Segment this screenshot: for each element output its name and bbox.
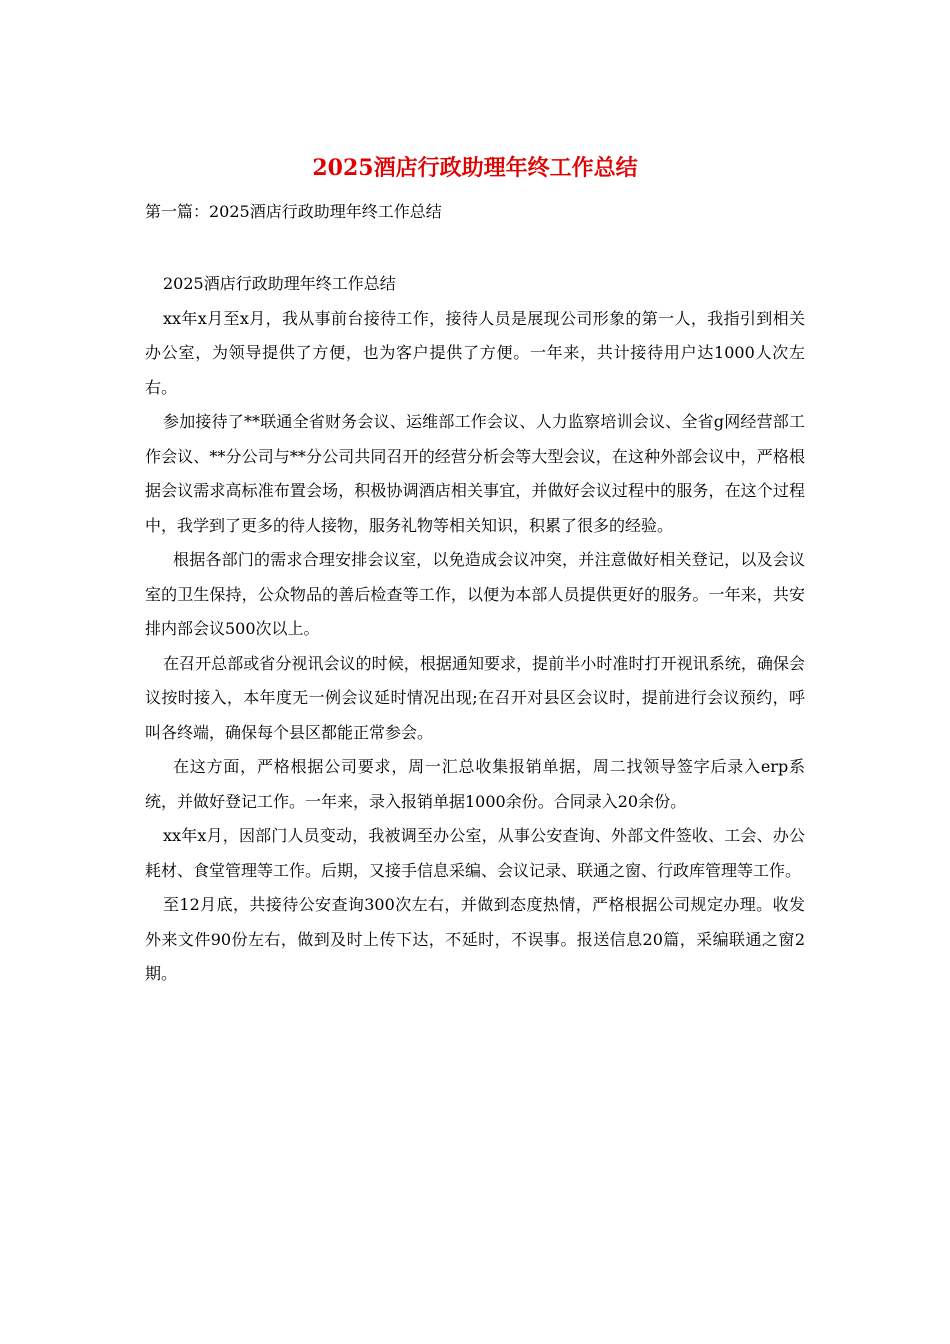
document-title: 2025酒店行政助理年终工作总结 (312, 155, 638, 181)
body-paragraph: xx年x月至x月，我从事前台接待工作，接待人员是展现公司形象的第一人，我指引到相关办公室，为领导提供了方便，也为客户提供了方便。一年来，共计接待用户达1000人次左右。 (145, 308, 805, 397)
document-subtitle: 第一篇：2025酒店行政助理年终工作总结 (145, 202, 442, 221)
document-body (145, 267, 805, 992)
body-paragraph: 参加接待了**联通全省财务会议、运维部工作会议、人力监察培训会议、全省g网经营部工作会议、**分公司与**分公司共同召开的经营分析会等大型会议，在这种外部会议中，严格根据会议需求高标准布置会场，积极协调酒店相关事宜，并做好会议过程中的服务，在这个过程中，我学到了更多的待人接物，服务礼物等相关知识，积累了很多的经验。 (145, 412, 805, 535)
body-heading-paragraph: 2025酒店行政助理年终工作总结 (163, 274, 396, 293)
body-paragraph: 在这方面，严格根据公司要求，周一汇总收集报销单据，周二找领导签字后录入erp系统，并做好登记工作。一年来，录入报销单据1000余份。合同录入20余份。 (145, 757, 805, 811)
body-paragraph: xx年x月，因部门人员变动，我被调至办公室，从事公安查询、外部文件签收、工会、办公耗材、食堂管理等工作。后期，又接手信息采编、会议记录、联通之窗、行政库管理等工作。 (145, 826, 805, 880)
body-paragraph: 至12月底，共接待公安查询300次左右，并做到态度热情，严格根据公司规定办理。收发外来文件90份左右，做到及时上传下达，不延时，不误事。报送信息20篇，采编联通之窗2期。 (145, 895, 805, 983)
body-paragraph: 在召开总部或省分视讯会议的时候，根据通知要求，提前半小时准时打开视讯系统，确保会议按时接入，本年度无一例会议延时情况出现;在召开对县区会议时，提前进行会议预约，呼叫各终端，确保每个县区都能正常参会。 (145, 653, 805, 742)
body-paragraph: 根据各部门的需求合理安排会议室，以免造成会议冲突，并注意做好相关登记，以及会议室的卫生保持，公众物品的善后检查等工作，以便为本部人员提供更好的服务。一年来，共安排内部会议500次以上。 (145, 550, 805, 638)
